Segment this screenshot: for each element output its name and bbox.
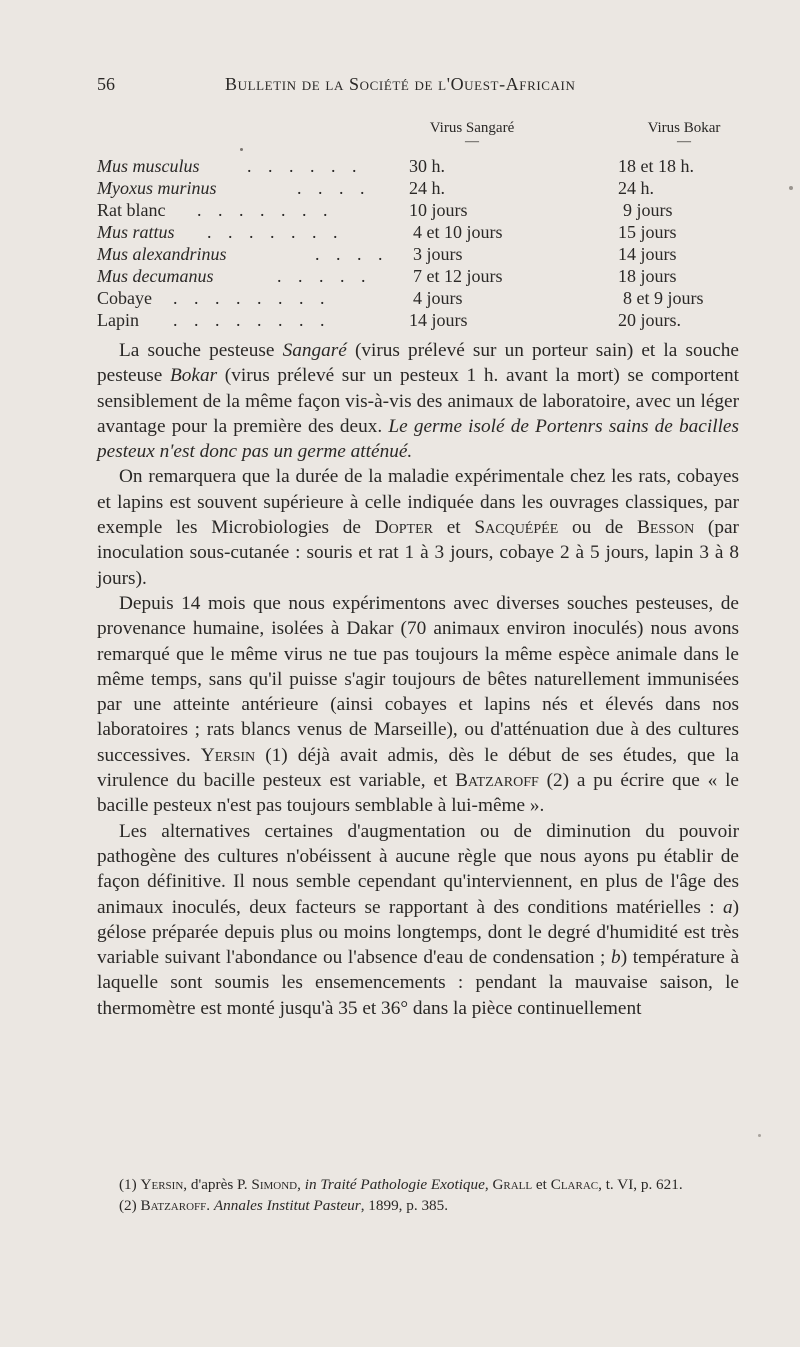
paper-speck [789,186,793,190]
column-label: Virus Bokar [647,120,721,136]
footnote [97,1196,739,1217]
sangare-value: 4 jours [413,288,463,308]
table-row [97,244,747,266]
text-run: . [206,1196,214,1214]
bokar-value: 8 et 9 jours [623,288,704,308]
species-name: Mus alexandrinus [97,244,227,264]
text-run-italic: Annales Institut Pasteur [213,1196,361,1214]
bokar-value: 18 et 18 h. [618,156,694,176]
text-run-italic: b [611,947,621,969]
footnotes [97,1175,739,1216]
text-run-italic: in Traité Pathologie Exotique [304,1176,485,1193]
author-name: Sacquépée [474,517,559,539]
footnote-marker: (2) [119,1196,141,1214]
table-row [97,266,747,288]
text-run: (virus prélevé sur un pesteux 1 h. avant la mort) se comportent sensiblement de la même façon vis-à-vis des animaux de laboratoire, avec un léger avantage pour la première des deux. [97,365,739,437]
text-run-italic: Sangaré [282,340,347,361]
sangare-value: 3 jours [413,244,463,264]
text-run: , [297,1176,305,1193]
paragraph [97,338,739,464]
text-run: (par inoculation sous-cutanée : souris et rat 1 à 3 jours, cobaye 2 à 5 jours, lapin 3 à 8 jours). [97,517,739,589]
footnote-marker: (1) [119,1176,141,1193]
text-run: (1) déjà avait admis, dès le début de ses études, que la virulence du bacille pesteux est variable, et [97,744,739,792]
text-run: , [484,1176,493,1193]
sangare-value: 4 et 10 jours [413,222,503,242]
page-header [97,74,737,98]
species-name: Mus musculus [97,156,200,176]
bokar-value: 20 jours. [618,310,681,330]
author-name: Dopter [374,517,433,539]
sangare-value: 24 h. [409,178,445,198]
text-run: , d'après P. [183,1176,252,1193]
paragraph [97,819,739,1021]
paper-speck [240,148,243,151]
species-name: Lapin [97,310,139,330]
sangare-value: 30 h. [409,156,445,176]
paragraph [97,464,739,590]
author-name: Besson [636,517,695,539]
leader-dots: . . . . . . . . [173,288,331,308]
paragraph [97,591,739,819]
table-row [97,310,747,332]
running-title: Bulletin de la Société de l'Ouest-Africain [225,74,576,94]
text-run-italic: Le germe isolé de Portenrs sains de bacilles pesteux n'est donc pas un germe atténué. [97,415,739,463]
sangare-value: 10 jours [409,200,468,220]
footnote [97,1175,739,1196]
body-text [97,338,739,1021]
table-row [97,178,747,200]
leader-dots: . . . . . . . [197,200,334,220]
bokar-value: 9 jours [623,200,673,220]
species-name: Cobaye [97,288,152,308]
author-name: Clarac [550,1176,599,1193]
leader-dots: . . . . [297,178,371,198]
table-row [97,156,747,178]
author-name: Yersin [140,1176,184,1193]
text-run: (2) a pu écrire que « le bacille pesteux n'est pas toujours semblable à lui-même ». [97,770,739,817]
bokar-value: 15 jours [618,222,677,242]
text-run: et [532,1176,551,1193]
text-run-italic: Bokar [169,365,218,387]
text-run: La souche pesteuse [119,340,283,361]
text-run: ) gélose préparée depuis plus ou moins longtemps, dont le degré d'humidité est très variable suivant l'abondance ou l'absence d'eau de condensation ; [97,896,739,969]
species-name: Mus rattus [97,222,175,242]
author-name: Simond [251,1176,298,1193]
text-run: , 1899, p. 385. [360,1196,449,1214]
sangare-value: 7 et 12 jours [413,266,503,286]
sangare-value: 14 jours [409,310,468,330]
paper-speck [758,1134,761,1137]
bokar-value: 14 jours [618,244,677,264]
text-run: Les alternatives certaines d'augmentation ou de diminution du pouvoir pathogène des cultures n'obéissent à aucune règle que nous ayons pu établir de façon définitive. Il nous semble cependant qu'interviennent, en plus de l'âge des animaux inoculés, deux facteurs se rapportant à des conditions matérielles : [97,820,739,918]
text-run: Depuis 14 mois que nous expérimentons avec diverses souches pesteuses, de provenance humaine, isolées à Dakar (70 animaux environ inoculés) nous avons remarqué que le même virus ne tue pas toujours la même espèce animale dans le même temps, sans qu'il puisse s'agir toujours de bêtes naturellement immunisées par une atteinte antérieure (ainsi cobayes et lapins nés et élevés dans nos laboratoires ; rats blancs venus de Marseille), ou d'atténuation due à des cultures successives. [97,592,739,766]
bokar-value: 24 h. [618,178,654,198]
species-name: Mus decumanus [97,266,214,286]
leader-dots: . . . . . . . [207,222,344,242]
author-name: Batzaroff [140,1196,207,1214]
leader-dots: . . . . . [277,266,372,286]
text-run: ) température à laquelle sont soumis les ensemencements : pendant la mauvaise saison, le thermomètre est monté jusqu'à 35 et 36° dans la pièce continuellement [97,947,739,1019]
column-dash: — [677,134,691,149]
text-run: (virus prélevé sur un porteur sain) et la souche pesteuse [97,340,739,387]
text-run-italic: a [722,896,733,918]
text-run: , t. VI, p. 621. [598,1176,683,1193]
author-name: Batzaroff [455,770,539,792]
author-name: Grall [492,1176,533,1193]
column-header-sangare [397,120,547,149]
text-run: On remarquera que la durée de la maladie expérimentale chez les rats, cobayes et lapins est souvent supérieure à celle indiquée dans les ouvrages classiques, par exemple les Microbiologies de [97,466,739,539]
bokar-value: 18 jours [618,266,677,286]
column-header-bokar [619,120,749,149]
leader-dots: . . . . [315,244,389,264]
text-run: et [433,517,475,539]
column-dash: — [465,134,479,149]
author-name: Yersin [200,744,256,766]
table-row [97,288,747,310]
page-number: 56 [97,74,115,94]
text-run: ou de [558,517,637,539]
leader-dots: . . . . . . . . [173,310,331,330]
leader-dots: . . . . . . [247,156,363,176]
species-name: Rat blanc [97,200,166,220]
table-row [97,200,747,222]
species-name: Myoxus murinus [97,178,217,198]
column-label: Virus Sangaré [429,120,515,136]
table-row [97,222,747,244]
